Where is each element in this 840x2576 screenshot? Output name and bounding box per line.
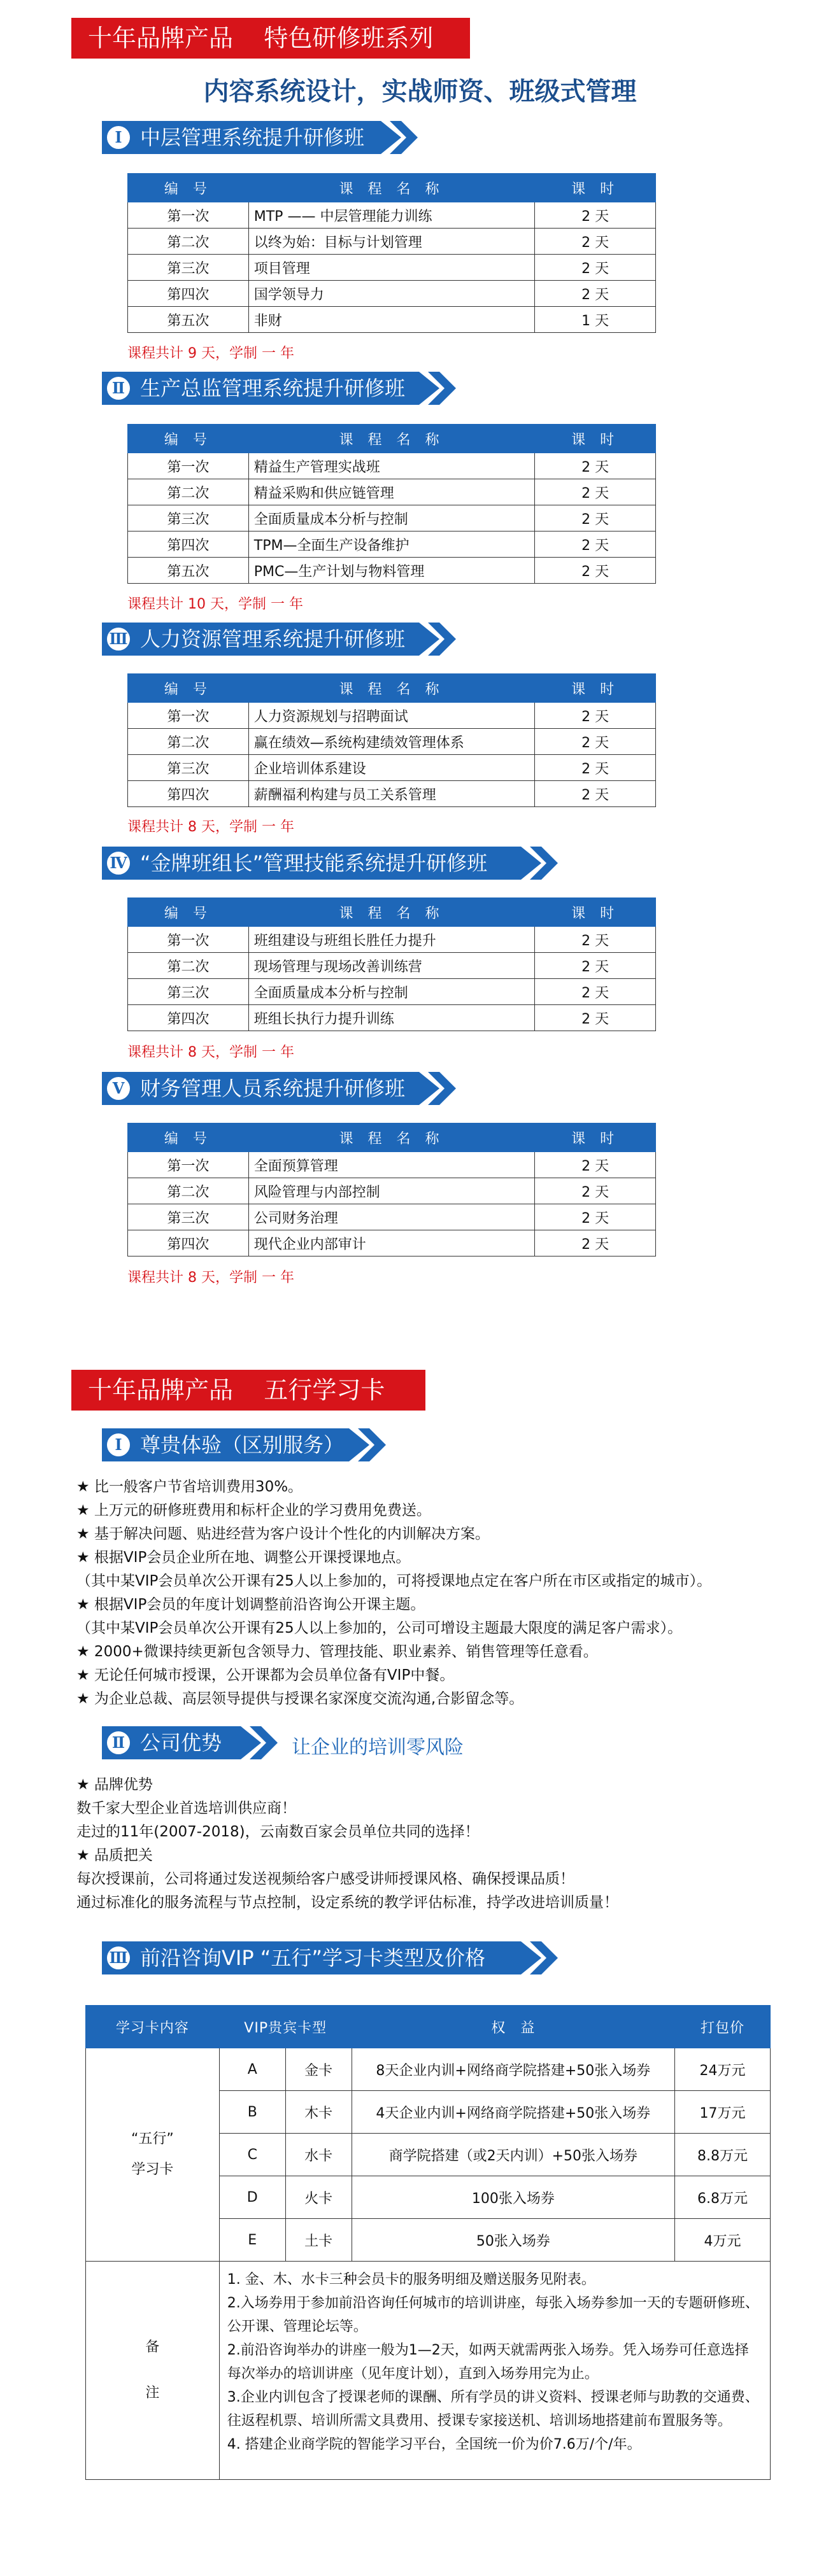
vip-card-table [85,2005,771,2480]
card-grade: B [219,2091,285,2134]
notes-label-line2: 注 [145,2385,160,2401]
program-1-table [127,173,656,333]
table-row [128,755,656,781]
card-price: 17万元 [675,2091,771,2134]
header-duration: 课 时 [535,425,656,453]
table-row [128,202,656,229]
course-name: 赢在绩效—系统构建绩效管理体系 [248,729,534,755]
table-row [128,781,656,807]
session: 第三次 [128,505,249,531]
note-item: 2.入场券用于参加前沿咨询任何城市的培训讲座，每张入场券参加一天的专题研修班、公开课、管理论坛等。 [227,2295,759,2335]
course-name: 全面质量成本分析与控制 [248,505,534,531]
duration: 2 天 [535,729,656,755]
program-1-total: 课程共计 9 天，学制 一 年 [127,346,294,362]
header-duration: 课 时 [535,1123,656,1152]
card-grade: C [219,2134,285,2176]
program-title: 人力资源管理系统提升研修班 [140,627,406,651]
program-2-total: 课程共计 10 天，学制 一 年 [127,596,303,612]
list-item: ★ 根据VIP会员的年度计划调整前沿咨询公开课主题。 [76,1596,425,1613]
session: 第二次 [128,229,249,255]
duration: 2 天 [535,1178,656,1204]
session: 第四次 [128,1005,249,1031]
duration: 2 天 [535,281,656,307]
program-1-heading [102,121,420,154]
duration: 1 天 [535,307,656,333]
card-label-line2: 学习卡 [131,2162,174,2178]
list-item: ★ 基于解决问题、贴进经营为客户设计个性化的内训解决方案。 [76,1526,490,1542]
course-name: 班组建设与班组长胜任力提升 [248,927,534,953]
roman-numeral-icon: Ⅲ [106,626,131,652]
table-row [128,979,656,1005]
list-item: ★ 2000+微课持续更新包含领导力、管理技能、职业素养、销售管理等任意看。 [76,1643,598,1660]
banner-learning-card: 十年品牌产品 五行学习卡 [71,1370,425,1411]
card-label-line1: “五行” [131,2131,174,2147]
section-title: 前沿咨询VIP “五行”学习卡类型及价格 [140,1946,485,1970]
list-item: ★ 品牌优势 [76,1777,153,1793]
table-row [128,927,656,953]
list-item: （其中某VIP会员单次公开课有25人以上参加的，公司可增设主题最大限度的满足客户需求）。 [76,1620,683,1636]
program-3-total: 课程共计 8 天，学制 一 年 [127,819,294,835]
list-item: 走过的11年(2007-2018)，云南数百家会员单位共同的选择！ [76,1824,480,1840]
duration: 2 天 [535,927,656,953]
duration: 2 天 [535,453,656,479]
header-card-type: VIP贵宾卡型 [219,2006,352,2048]
card-price: 6.8万元 [675,2176,771,2219]
card-price: 4万元 [675,2219,771,2262]
header-course: 课 程 名 称 [248,174,534,202]
header-course: 课 程 名 称 [248,1123,534,1152]
program-4-total: 课程共计 8 天，学制 一 年 [127,1045,294,1060]
vip-benefits-list [76,1475,783,1711]
roman-numeral-icon: Ⅰ [106,1432,131,1458]
header-price: 打包价 [675,2006,771,2048]
program-title: 财务管理人员系统提升研修班 [140,1076,406,1101]
session: 第二次 [128,479,249,505]
company-advantage-heading [102,1726,280,1759]
duration: 2 天 [535,202,656,229]
roman-numeral-icon: Ⅴ [106,1076,131,1101]
duration: 2 天 [535,255,656,281]
vip-experience-heading [102,1428,388,1461]
duration: 2 天 [535,558,656,584]
program-5-table [127,1123,656,1256]
course-name: 国学领导力 [248,281,534,307]
table-row [128,505,656,531]
course-name: 公司财务治理 [248,1204,534,1230]
header-number: 编 号 [128,174,249,202]
header-course: 课 程 名 称 [248,898,534,927]
note-item: 2.前沿咨询举办的讲座一般为1—2天，如两天就需两张入场券。凭入场券可任意选择每次举办的培训讲座（见年度计划），直到入场券用完为止。 [227,2342,749,2382]
course-name: 全面质量成本分析与控制 [248,979,534,1005]
table-row [128,1178,656,1204]
session: 第二次 [128,1178,249,1204]
table-row [128,1204,656,1230]
session: 第四次 [128,1230,249,1256]
card-benefit: 4天企业内训+网络商学院搭建+50张入场券 [352,2091,674,2134]
program-5-total: 课程共计 8 天，学制 一 年 [127,1270,294,1286]
card-price: 8.8万元 [675,2134,771,2176]
table-header-row [128,898,656,927]
table-row [128,703,656,729]
card-grade: E [219,2219,285,2262]
duration: 2 天 [535,1005,656,1031]
header-course: 课 程 名 称 [248,674,534,703]
table-row [128,229,656,255]
course-name: 现场管理与现场改善训练营 [248,953,534,979]
session: 第五次 [128,558,249,584]
course-name: TPM—全面生产设备维护 [248,531,534,558]
course-name: 薪酬福利构建与员工关系管理 [248,781,534,807]
course-name: 班组长执行力提升训练 [248,1005,534,1031]
program-4-heading [102,847,560,880]
note-item: 3.企业内训包含了授课老师的课酬、所有学员的讲义资料、授课老师与助教的交通费、往返程机票、培训所需文具费用、授课专家接送机、培训场地搭建前布置服务等。 [227,2389,759,2429]
list-item: ★ 比一般客户节省培训费用30%。 [76,1479,303,1495]
course-name: 企业培训体系建设 [248,755,534,781]
duration: 2 天 [535,505,656,531]
header-number: 编 号 [128,674,249,703]
session: 第二次 [128,953,249,979]
notes-content [219,2262,770,2480]
table-row [128,1005,656,1031]
course-name: 项目管理 [248,255,534,281]
table-row [128,1230,656,1256]
section-title: 尊贵体验（区别服务） [140,1433,345,1457]
table-row [128,281,656,307]
program-3-heading [102,623,459,656]
table-row [86,2048,771,2091]
list-item: ★ 无论任何城市授课，公开课都为会员单位备有VIP中餐。 [76,1667,455,1684]
program-4-table [127,897,656,1031]
duration: 2 天 [535,953,656,979]
table-header-row [128,425,656,453]
course-name: 人力资源规划与招聘面试 [248,703,534,729]
list-item: （其中某VIP会员单次公开课有25人以上参加的，可将授课地点定在客户所在市区或指定的城市）。 [76,1573,712,1589]
table-row [128,1152,656,1178]
program-3-table [127,673,656,807]
card-price: 24万元 [675,2048,771,2091]
duration: 2 天 [535,1230,656,1256]
program-title: 中层管理系统提升研修班 [140,125,365,150]
program-title: 生产总监管理系统提升研修班 [140,376,406,400]
course-name: 精益采购和供应链管理 [248,479,534,505]
session: 第四次 [128,281,249,307]
table-row [128,453,656,479]
table-row [128,729,656,755]
note-item: 4. 搭建企业商学院的智能学习平台，全国统一价为价7.6万/个/年。 [227,2437,641,2453]
advantage-slogan: 让企业的培训零风险 [292,1736,464,1759]
roman-numeral-icon: Ⅱ [106,1730,131,1756]
list-item: ★ 上万元的研修班费用和标杆企业的学习费用免费送。 [76,1502,431,1519]
list-item: 每次授课前，公司将通过发送视频给客户感受讲师授课风格、确保授课品质！ [76,1871,574,1887]
duration: 2 天 [535,1152,656,1178]
duration: 2 天 [535,229,656,255]
program-2-table [127,424,656,584]
header-number: 编 号 [128,425,249,453]
roman-numeral-icon: Ⅳ [106,850,131,876]
card-types-heading [102,1941,560,1974]
header-duration: 课 时 [535,898,656,927]
header-number: 编 号 [128,1123,249,1152]
session: 第一次 [128,453,249,479]
program-2-heading [102,372,459,405]
session: 第四次 [128,531,249,558]
program-5-heading [102,1072,459,1105]
card-benefit: 50张入场券 [352,2219,674,2262]
session: 第三次 [128,755,249,781]
notes-row [86,2262,771,2480]
roman-numeral-icon: Ⅱ [106,376,131,401]
table-row [128,307,656,333]
duration: 2 天 [535,755,656,781]
notes-label [86,2262,220,2480]
table-header-row [128,174,656,202]
course-name: 全面预算管理 [248,1152,534,1178]
card-type: 土卡 [285,2219,352,2262]
table-header-row [128,1123,656,1152]
course-name: 精益生产管理实战班 [248,453,534,479]
course-name: 现代企业内部审计 [248,1230,534,1256]
header-benefits: 权 益 [352,2006,674,2048]
table-row [128,479,656,505]
course-name: 以终为始：目标与计划管理 [248,229,534,255]
session: 第五次 [128,307,249,333]
header-duration: 课 时 [535,674,656,703]
session: 第一次 [128,927,249,953]
duration: 2 天 [535,531,656,558]
session: 第一次 [128,202,249,229]
program-title: “金牌班组长”管理技能系统提升研修班 [140,851,488,875]
notes-label-line1: 备 [145,2339,160,2355]
list-item: 通过标准化的服务流程与节点控制，设定系统的教学评估标准，持学改进培训质量！ [76,1894,618,1911]
card-benefit: 商学院搭建（或2天内训）+50张入场券 [352,2134,674,2176]
card-type: 水卡 [285,2134,352,2176]
course-name: 非财 [248,307,534,333]
table-header-row [128,674,656,703]
course-name: PMC—生产计划与物料管理 [248,558,534,584]
table-row [128,558,656,584]
header-course: 课 程 名 称 [248,425,534,453]
table-row [128,255,656,281]
roman-numeral-icon: Ⅰ [106,125,131,150]
header-duration: 课 时 [535,174,656,202]
session: 第一次 [128,1152,249,1178]
roman-numeral-icon: Ⅲ [106,1945,131,1971]
advantage-list [76,1773,783,1915]
duration: 2 天 [535,781,656,807]
session: 第三次 [128,255,249,281]
subtitle: 内容系统设计，实战师资、班级式管理 [203,77,637,106]
card-benefit: 8天企业内训+网络商学院搭建+50张入场券 [352,2048,674,2091]
table-row [128,531,656,558]
card-label [86,2048,220,2262]
duration: 2 天 [535,979,656,1005]
session: 第三次 [128,979,249,1005]
session: 第二次 [128,729,249,755]
list-item: 数千家大型企业首选培训供应商！ [76,1800,296,1817]
duration: 2 天 [535,1204,656,1230]
banner-training-series: 十年品牌产品 特色研修班系列 [71,18,470,59]
session: 第三次 [128,1204,249,1230]
duration: 2 天 [535,479,656,505]
course-name: MTP —— 中层管理能力训练 [248,202,534,229]
card-benefit: 100张入场券 [352,2176,674,2219]
table-header-row [86,2006,771,2048]
card-type: 金卡 [285,2048,352,2091]
card-type: 火卡 [285,2176,352,2219]
session: 第四次 [128,781,249,807]
header-number: 编 号 [128,898,249,927]
course-name: 风险管理与内部控制 [248,1178,534,1204]
list-item: ★ 根据VIP会员企业所在地、调整公开课授课地点。 [76,1549,411,1566]
table-row [128,953,656,979]
card-type: 木卡 [285,2091,352,2134]
note-item: 1. 金、木、水卡三种会员卡的服务明细及赠送服务见附表。 [227,2272,595,2288]
header-card-content: 学习卡内容 [86,2006,220,2048]
card-grade: D [219,2176,285,2219]
list-item: ★ 为企业总裁、高层领导提供与授课名家深度交流沟通,合影留念等。 [76,1691,524,1707]
card-grade: A [219,2048,285,2091]
duration: 2 天 [535,703,656,729]
list-item: ★ 品质把关 [76,1847,153,1864]
session: 第一次 [128,703,249,729]
section-title: 公司优势 [140,1731,222,1755]
